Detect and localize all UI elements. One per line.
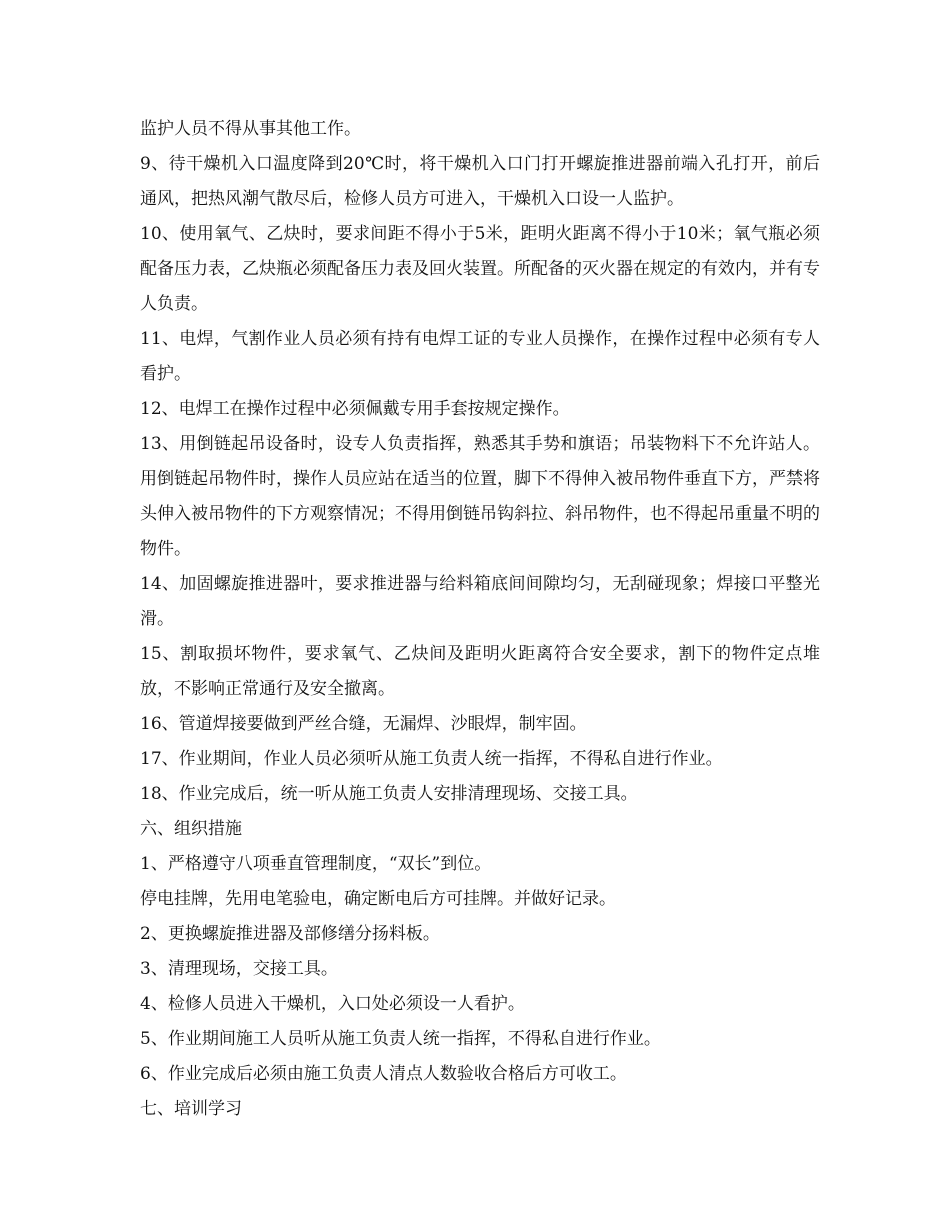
paragraph: 4、检修人员进入干燥机，入口处必须设一人看护。 bbox=[140, 994, 525, 1014]
paragraph: 11、电焊，气割作业人员必须有持有电焊工证的专业人员操作，在操作过程中必须有专人看护。 bbox=[140, 329, 820, 384]
paragraph: 9、待干燥机入口温度降到20℃时，将干燥机入口门打开螺旋推进器前端入孔打开，前后通风，把热风潮气散尽后，检修人员方可进入，干燥机入口设一人监护。 bbox=[140, 154, 820, 209]
paragraph: 监护人员不得从事其他工作。 bbox=[140, 119, 361, 139]
paragraph: 10、使用氧气、乙炔时，要求间距不得小于5米，距明火距离不得小于10米；氧气瓶必须配备压力表，乙炔瓶必须配备压力表及回火装置。所配备的灭火器在规定的有效内，并有专人负责。 bbox=[140, 224, 820, 314]
paragraph: 3、清理现场，交接工具。 bbox=[140, 959, 338, 979]
paragraph: 2、更换螺旋推进器及部修缮分扬料板。 bbox=[140, 924, 440, 944]
paragraph: 15、割取损坏物件，要求氧气、乙炔间及距明火距离符合安全要求，割下的物件定点堆放，不影响正常通行及安全撤离。 bbox=[140, 644, 820, 699]
paragraph: 12、电焊工在操作过程中必须佩戴专用手套按规定操作。 bbox=[140, 399, 570, 419]
paragraph: 17、作业期间，作业人员必须听从施工负责人统一指挥，不得私自进行作业。 bbox=[140, 749, 723, 769]
paragraph: 16、管道焊接要做到严丝合缝，无漏焊、沙眼焊，制牢固。 bbox=[140, 714, 587, 734]
section-heading: 七、培训学习 bbox=[140, 1099, 242, 1119]
paragraph: 14、加固螺旋推进器叶，要求推进器与给料箱底间间隙均匀，无刮碰现象；焊接口平整光滑。 bbox=[140, 574, 820, 629]
paragraph: 5、作业期间施工人员听从施工负责人统一指挥，不得私自进行作业。 bbox=[140, 1029, 661, 1049]
section-heading: 六、组织措施 bbox=[140, 819, 242, 839]
paragraph: 13、用倒链起吊设备时，设专人负责指挥，熟悉其手势和旗语；吊装物料下不允许站人。用倒链起吊物件时，操作人员应站在适当的位置，脚下不得伸入被吊物件垂直下方，严禁将头伸入被吊物件的下方观察情况；不得用倒链吊钩斜拉、斜吊物件，也不得起吊重量不明的物件。 bbox=[140, 434, 820, 559]
paragraph: 18、作业完成后，统一听从施工负责人安排清理现场、交接工具。 bbox=[140, 784, 638, 804]
paragraph: 6、作业完成后必须由施工负责人清点人数验收合格后方可收工。 bbox=[140, 1064, 627, 1084]
paragraph: 1、严格遵守八项垂直管理制度，“双长”到位。 bbox=[140, 854, 492, 874]
document-body bbox=[140, 112, 820, 1127]
paragraph: 停电挂牌，先用电笔验电，确定断电后方可挂牌。并做好记录。 bbox=[140, 889, 616, 909]
